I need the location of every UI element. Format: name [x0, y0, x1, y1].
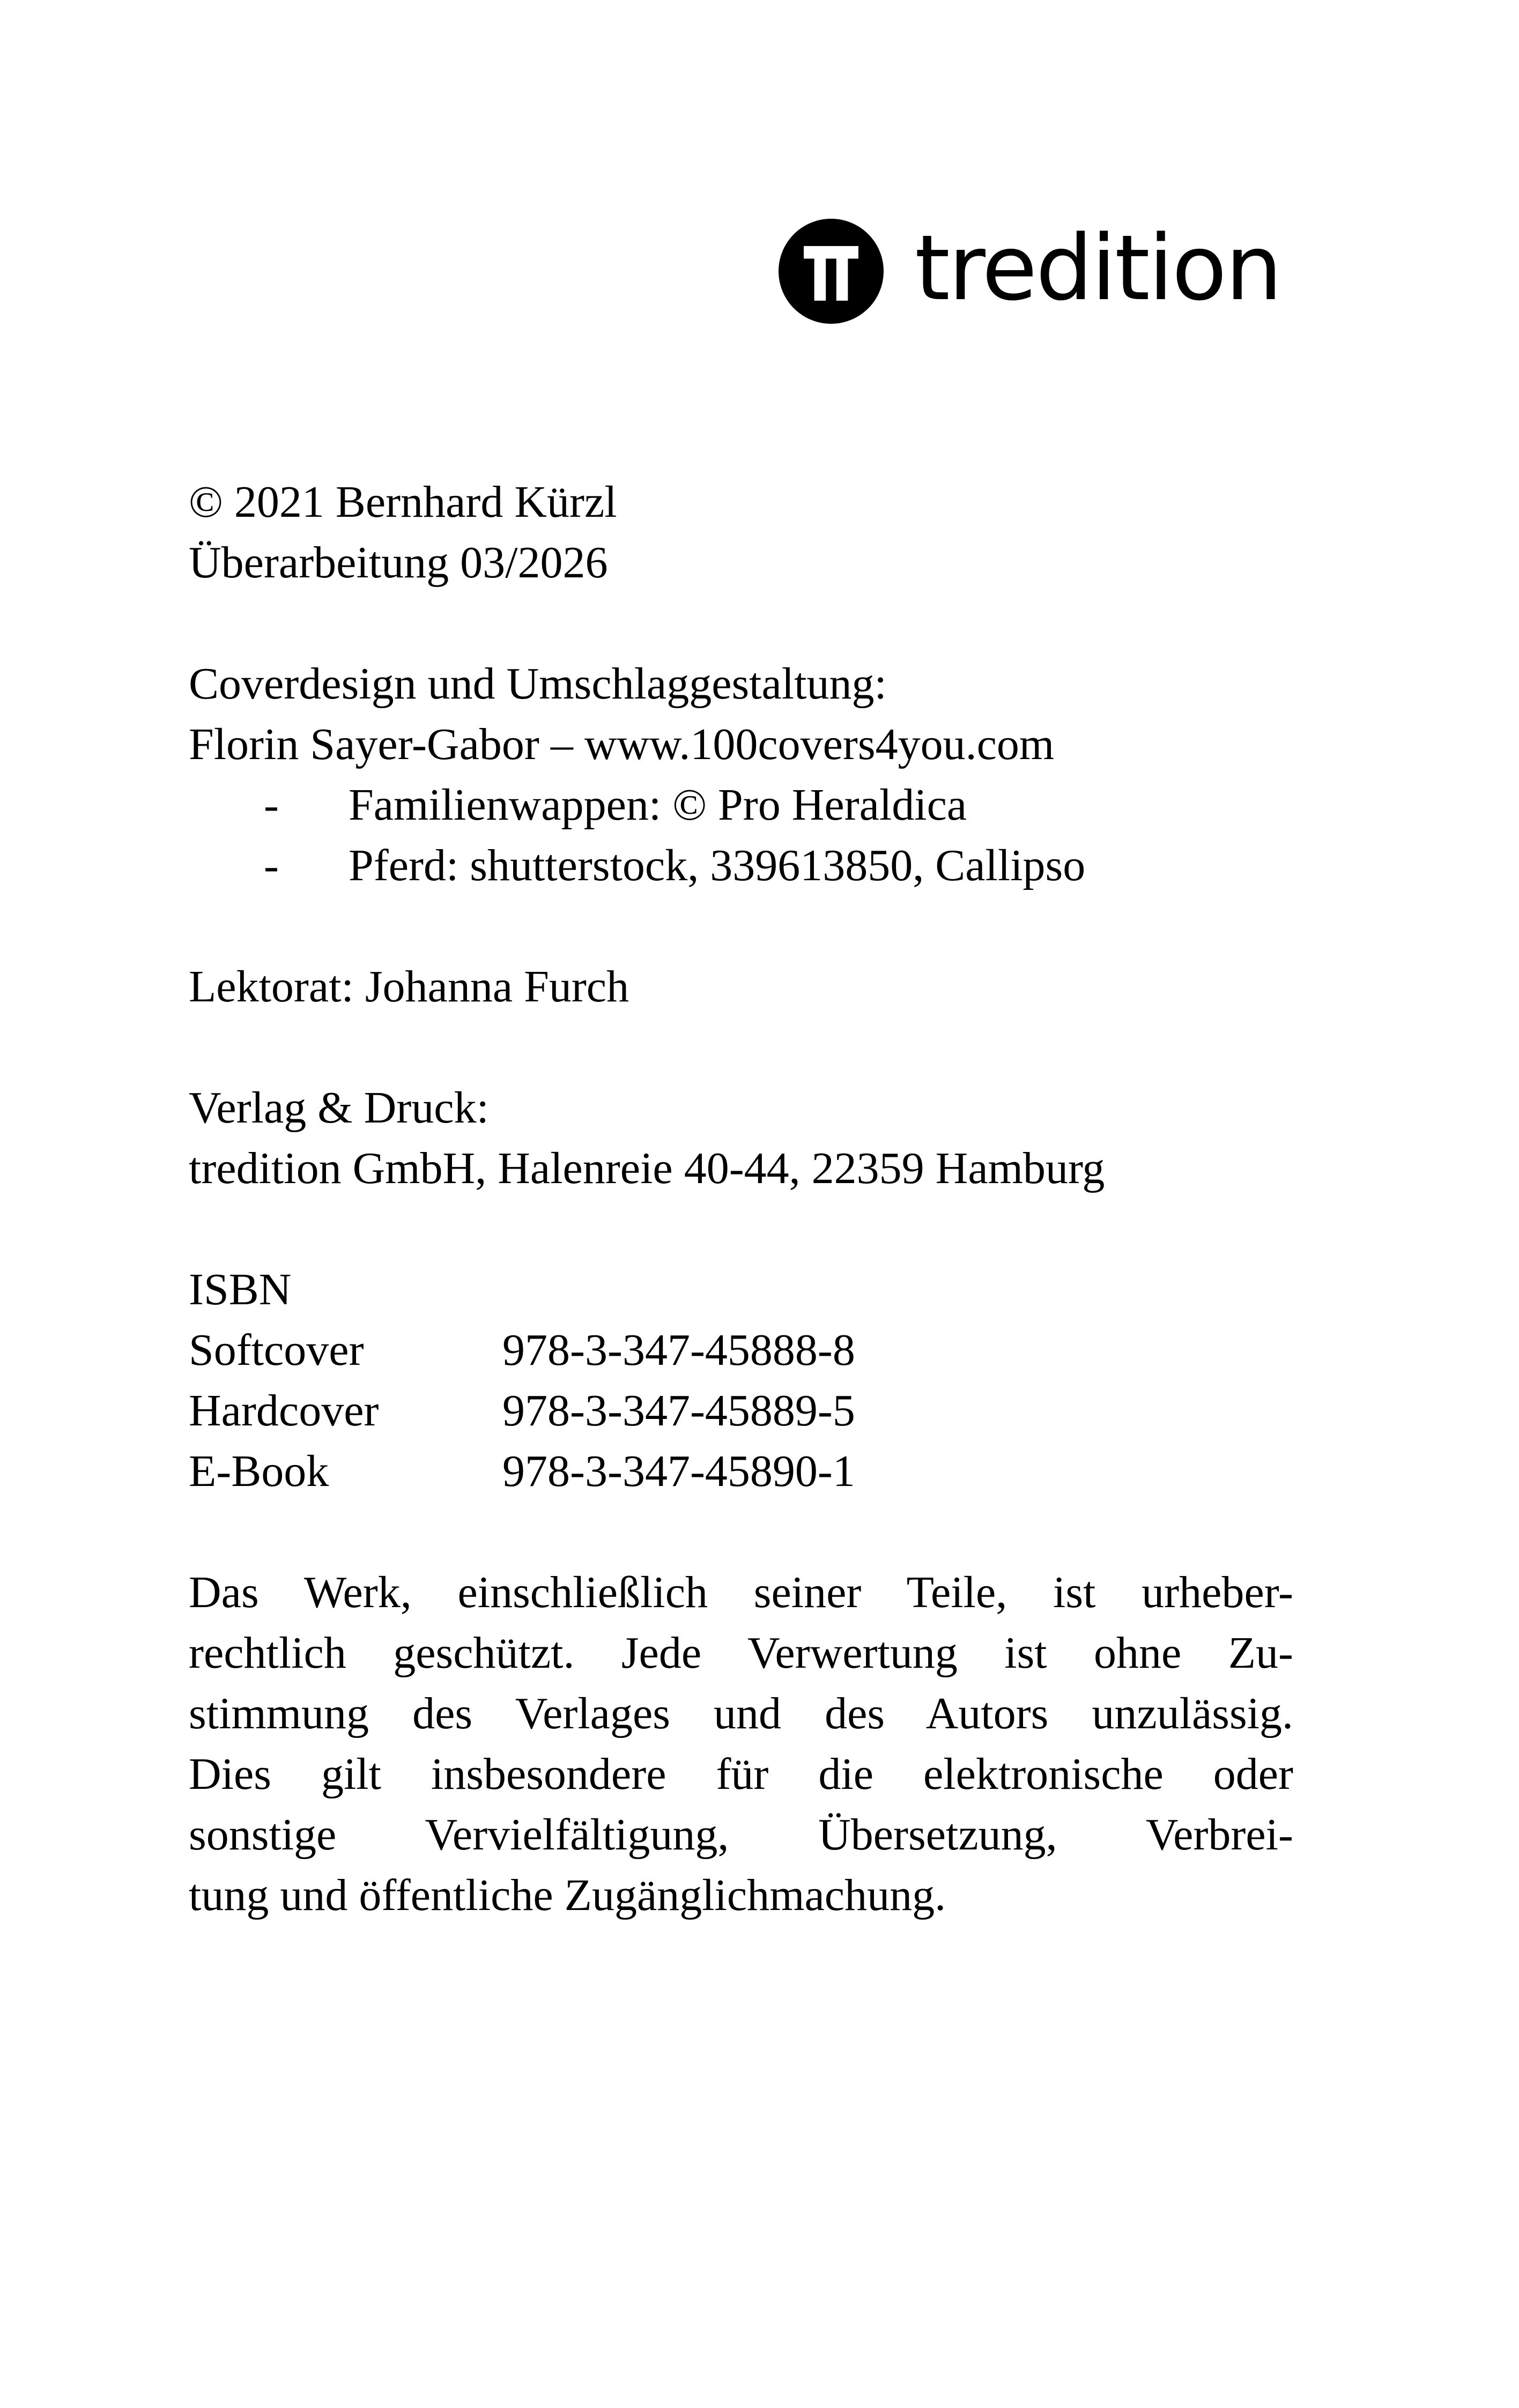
isbn-row	[189, 1441, 1293, 1502]
notice-line: Dies gilt insbesondere für die elektronische oder	[189, 1749, 1293, 1799]
copyright-line: © 2021 Bernhard Kürzl	[189, 477, 617, 527]
isbn-row	[189, 1320, 1293, 1380]
isbn-number: 978-3-347-45888-8	[502, 1325, 855, 1375]
dash-bullet: -	[264, 841, 279, 890]
publisher-logo	[779, 215, 1281, 324]
dash-bullet: -	[264, 780, 279, 830]
publisher-address: tredition GmbH, Halenreie 40-44, 22359 Hamburg	[189, 1143, 1105, 1193]
tredition-logo-icon	[779, 219, 884, 324]
notice-line: Das Werk, einschließlich seiner Teile, ist urheber-	[189, 1567, 1293, 1617]
logo-wordmark: tredition	[915, 215, 1281, 321]
notice-line: stimmung des Verlages und des Autors unzulässig.	[189, 1689, 1293, 1738]
editing-line: Lektorat: Johanna Furch	[189, 962, 629, 1012]
notice-line: tung und öffentliche Zugänglichmachung.	[189, 1870, 946, 1920]
credit-text: Familienwappen: © Pro Heraldica	[349, 780, 967, 830]
credit-item	[189, 835, 1293, 896]
cover-heading: Coverdesign und Umschlaggestaltung:	[189, 659, 887, 709]
spacer	[189, 896, 1293, 956]
publisher-heading: Verlag & Druck:	[189, 1083, 489, 1133]
imprint-content	[189, 472, 1293, 1926]
spacer	[189, 593, 1293, 653]
isbn-number: 978-3-347-45890-1	[502, 1446, 855, 1496]
spacer	[189, 1199, 1293, 1259]
spacer	[189, 1017, 1293, 1077]
isbn-format: Hardcover	[189, 1386, 379, 1436]
isbn-heading: ISBN	[189, 1265, 292, 1314]
revision-line: Überarbeitung 03/2026	[189, 538, 608, 588]
isbn-format: Softcover	[189, 1325, 364, 1375]
isbn-number: 978-3-347-45889-5	[502, 1386, 855, 1436]
cover-designer: Florin Sayer-Gabor – www.100covers4you.com	[189, 719, 1055, 769]
credit-item	[189, 775, 1293, 835]
notice-line: sonstige Vervielfältigung, Übersetzung, Verbrei-	[189, 1810, 1293, 1860]
copyright-notice	[189, 1562, 1293, 1926]
notice-line: rechtlich geschützt. Jede Verwertung ist ohne Zu-	[189, 1628, 1293, 1678]
isbn-format: E-Book	[189, 1446, 329, 1496]
isbn-row	[189, 1380, 1293, 1441]
credit-text: Pferd: shutterstock, 339613850, Callipso	[349, 841, 1086, 890]
